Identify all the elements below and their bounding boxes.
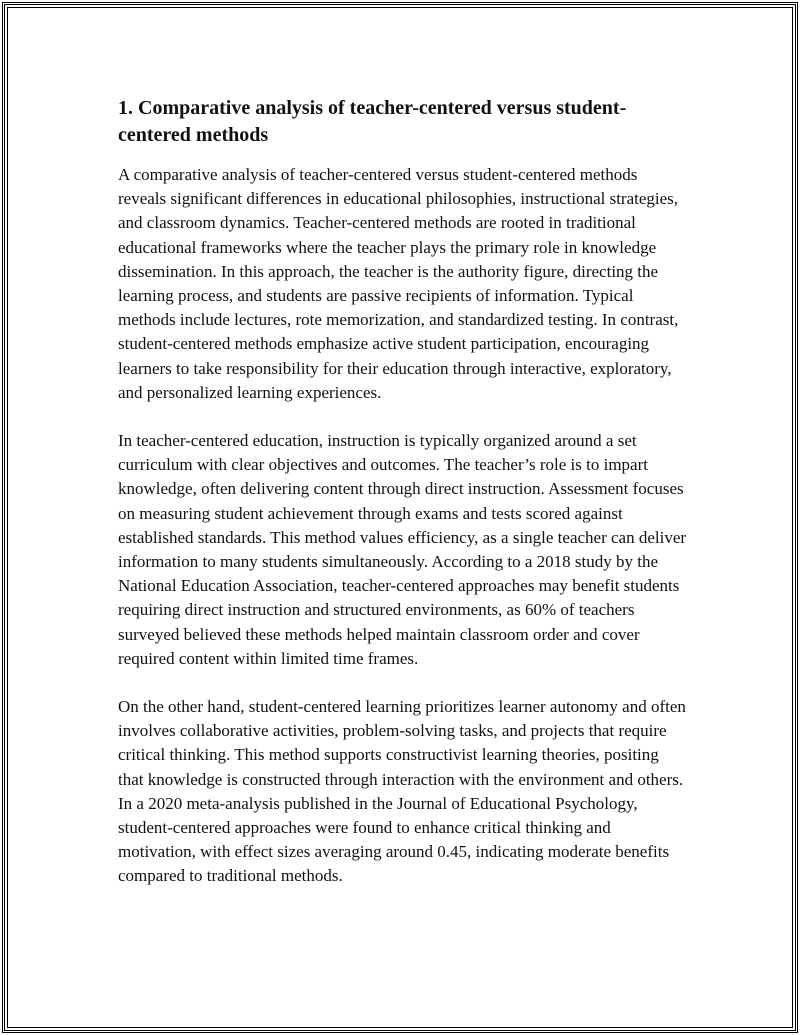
paragraph-intro: A comparative analysis of teacher-centered versus student-centered methods reveals significant differences in educational philosophies, instructional strategies, and classroom dynamics. Teacher-centered methods are rooted in traditional educational frameworks where the teacher plays the primary role in knowledge dissemination. In this approach, the teacher is the authority figure, directing the learning process, and students are passive recipients of information. Typical methods include lectures, rote memorization, and standardized testing. In contrast, student-centered methods emphasize active student participation, encouraging learners to take responsibility for their education through interactive, exploratory, and personalized learning experiences. bbox=[118, 165, 679, 402]
paragraph-student-centered: On the other hand, student-centered learning prioritizes learner autonomy and often involves collaborative activities, problem-solving tasks, and projects that require critical thinking. This method supports constructivist learning theories, positing that knowledge is constructed through interaction with the environment and others. In a 2020 meta-analysis published in the Journal of Educational Psychology, student-centered approaches were found to enhance critical thinking and motivation, with effect sizes averaging around 0.45, indicating moderate benefits compared to traditional methods. bbox=[118, 697, 686, 886]
section-title: 1. Comparative analysis of teacher-centered versus student-centered methods bbox=[118, 97, 627, 146]
paragraph-teacher-centered: In teacher-centered education, instruction is typically organized around a set curriculum with clear objectives and outcomes. The teacher’s role is to impart knowledge, often delivering content through direct instruction. Assessment focuses on measuring student achievement through exams and tests scored against established standards. This method values efficiency, as a single teacher can deliver information to many students simultaneously. According to a 2018 study by the National Education Association, teacher-centered approaches may benefit students requiring direct instruction and structured environments, as 60% of teachers surveyed believed these methods helped maintain classroom order and cover required content within limited time frames. bbox=[118, 431, 687, 668]
document-body bbox=[118, 95, 688, 913]
